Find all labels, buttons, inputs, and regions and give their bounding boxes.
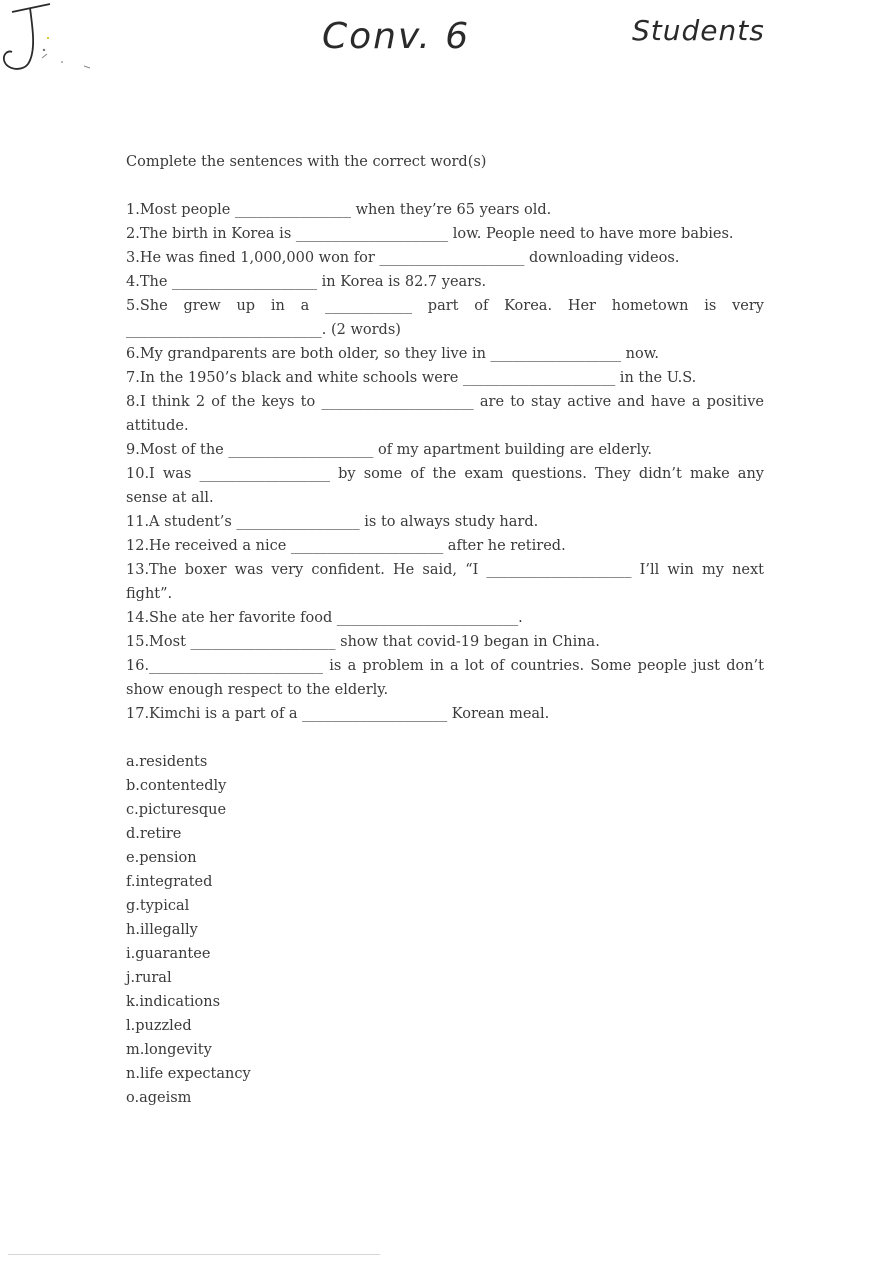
option-m: m.longevity — [126, 1042, 212, 1058]
option-b: b.contentedly — [126, 778, 227, 794]
question-1: 1.Most people ________________ when they’re 65 years old. — [126, 202, 552, 218]
question-list — [126, 198, 764, 726]
option-h: h.illegally — [126, 922, 198, 938]
question-17: 17.Kimchi is a part of a ____________________ Korean meal. — [126, 706, 550, 722]
question-8: 8.I think 2 of the keys to _____________________ are to stay active and have a positive attitude. — [126, 394, 764, 434]
question-5: 5.She grew up in a ____________ part of Korea. Her hometown is very ___________________________. (2 words) — [126, 298, 764, 338]
scan-specks-icon — [38, 36, 108, 76]
option-n: n.life expectancy — [126, 1066, 251, 1082]
worksheet — [126, 150, 764, 1110]
scan-edge-line — [8, 1254, 380, 1255]
question-13: 13.The boxer was very confident. He said, “I ____________________ I’ll win my next fight”. — [126, 562, 764, 602]
handwritten-title: Conv. 6 — [322, 16, 471, 57]
option-a: a.residents — [126, 754, 208, 770]
question-7: 7.In the 1950’s black and white schools were _____________________ in the U.S. — [126, 370, 697, 386]
option-g: g.typical — [126, 898, 190, 914]
option-d: d.retire — [126, 826, 182, 842]
option-k: k.indications — [126, 994, 221, 1010]
question-9: 9.Most of the ____________________ of my apartment building are elderly. — [126, 442, 652, 458]
option-i: i.guarantee — [126, 946, 211, 962]
option-j: j.rural — [126, 970, 172, 986]
question-11: 11.A student’s _________________ is to always study hard. — [126, 514, 539, 530]
option-e: e.pension — [126, 850, 197, 866]
question-4: 4.The ____________________ in Korea is 82.7 years. — [126, 274, 487, 290]
question-6: 6.My grandparents are both older, so they live in __________________ now. — [126, 346, 660, 362]
instructions: Complete the sentences with the correct word(s) — [126, 154, 487, 170]
question-3: 3.He was fined 1,000,000 won for ____________________ downloading videos. — [126, 250, 680, 266]
option-l: l.puzzled — [126, 1018, 192, 1034]
handwritten-label: Students — [632, 14, 765, 47]
question-16: 16.________________________ is a problem in a lot of countries. Some people just don’t show enough respect to the elderly. — [126, 658, 764, 698]
question-2: 2.The birth in Korea is _____________________ low. People need to have more babies. — [126, 226, 734, 242]
question-12: 12.He received a nice _____________________ after he retired. — [126, 538, 566, 554]
question-10: 10.I was __________________ by some of the exam questions. They didn’t make any sense at all. — [126, 466, 764, 506]
question-15: 15.Most ____________________ show that covid-19 began in China. — [126, 634, 600, 650]
option-c: c.picturesque — [126, 802, 227, 818]
question-14: 14.She ate her favorite food _________________________. — [126, 610, 523, 626]
option-f: f.integrated — [126, 874, 213, 890]
option-o: o.ageism — [126, 1090, 192, 1106]
word-bank — [126, 750, 764, 1110]
